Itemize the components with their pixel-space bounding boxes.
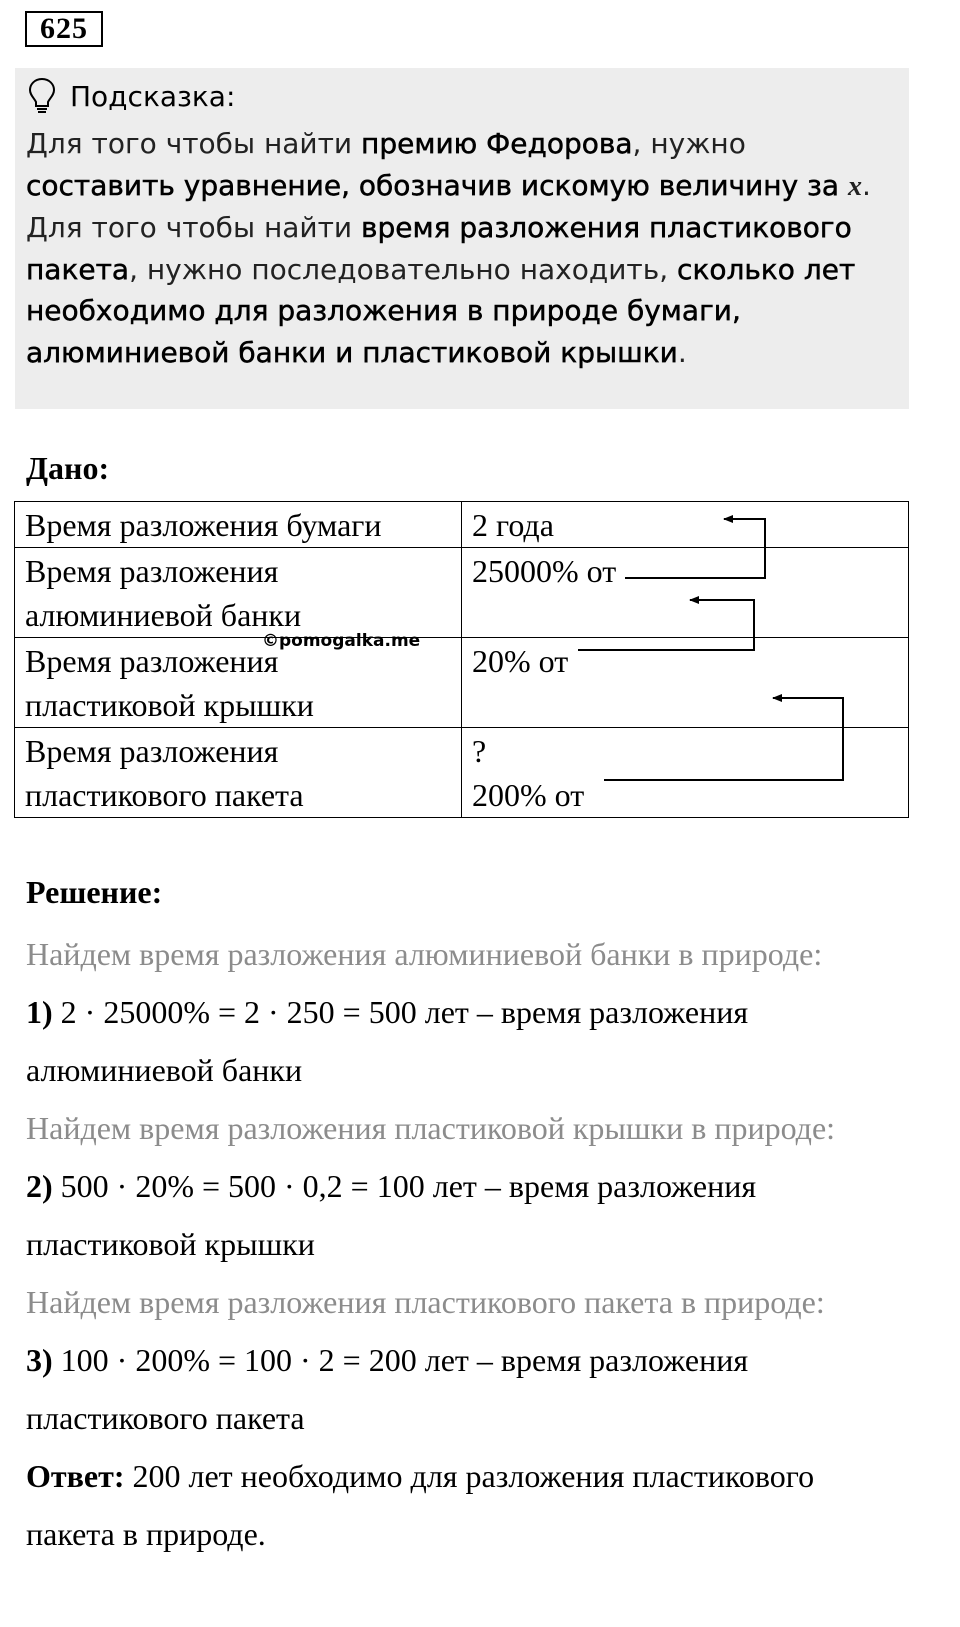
row-value: 2 года <box>462 502 909 548</box>
table-row <box>15 502 909 548</box>
hint-p2-e: . <box>677 335 687 369</box>
hint-p2-a: Для того чтобы найти <box>26 211 362 244</box>
hint-text <box>26 123 886 373</box>
find-step-1: Найдем время разложения алюминиевой банки в природе: <box>26 936 823 972</box>
row-value: 25000% от <box>462 548 909 638</box>
step-1-text: 2 · 25000% = 2 · 250 = 500 лет – время разложения <box>52 994 749 1030</box>
table-row <box>15 638 909 728</box>
find-step-3: Найдем время разложения пластикового пакета в природе: <box>26 1284 825 1320</box>
step-2-number: 2) <box>26 1168 53 1204</box>
step-2-text: 500 · 20% = 500 · 0,2 = 100 лет – время разложения <box>52 1168 757 1204</box>
answer-text: 200 лет необходимо для разложения пластикового <box>124 1458 815 1494</box>
solution-label: Решение: <box>26 874 163 910</box>
find-step-2: Найдем время разложения пластиковой крышки в природе: <box>26 1110 836 1146</box>
lightbulb-icon <box>26 76 58 116</box>
row-name: Время разложения бумаги <box>15 502 462 548</box>
step-3-text: 100 · 200% = 100 · 2 = 200 лет – время разложения <box>52 1342 749 1378</box>
row-name: Время разложения пластикового пакета <box>15 728 462 818</box>
hint-p1-b: премию Федорова <box>361 127 633 160</box>
hint-p2-d: сколько лет необходимо для разложения в природе бумаги, алюминиевой банки и пластиковой крышки <box>26 252 856 369</box>
hint-p1-c: , нужно <box>632 127 746 160</box>
hint-p1-a: Для того чтобы найти <box>26 127 362 160</box>
answer <box>26 1456 814 1496</box>
step-3-cont: пластикового пакета <box>26 1400 305 1436</box>
step-1 <box>26 992 748 1032</box>
hint-p1-d: составить уравнение, обозначив искомую величину за <box>26 168 848 202</box>
hint-p1-e: . <box>861 168 871 202</box>
hint-p2-b: время разложения пластикового пакета <box>26 211 852 286</box>
answer-label: Ответ: <box>26 1458 125 1494</box>
step-2 <box>26 1166 756 1206</box>
row-value-line1: ? <box>472 733 487 769</box>
row-value: 20% от <box>462 638 909 728</box>
step-3 <box>26 1340 748 1380</box>
table-row <box>15 548 909 638</box>
hint-title: Подсказка: <box>70 80 236 113</box>
step-1-cont: алюминиевой банки <box>26 1052 303 1088</box>
step-2-cont: пластиковой крышки <box>26 1226 315 1262</box>
row-value-line2: 200% от <box>472 777 585 813</box>
table-row <box>15 728 909 818</box>
hint-p2-c: , нужно последовательно находить, <box>129 252 678 286</box>
answer-cont: пакета в природе. <box>26 1516 266 1552</box>
given-table <box>14 501 909 818</box>
step-1-number: 1) <box>26 994 53 1030</box>
given-label: Дано: <box>26 450 110 486</box>
watermark: ©pomogalka.me <box>262 631 421 651</box>
row-value <box>462 728 909 818</box>
step-3-number: 3) <box>26 1342 53 1378</box>
row-name: Время разложения пластиковой крышки <box>15 638 462 728</box>
task-number: 625 <box>25 11 103 47</box>
row-name: Время разложения алюминиевой банки <box>15 548 462 638</box>
hint-variable: x <box>847 170 862 202</box>
